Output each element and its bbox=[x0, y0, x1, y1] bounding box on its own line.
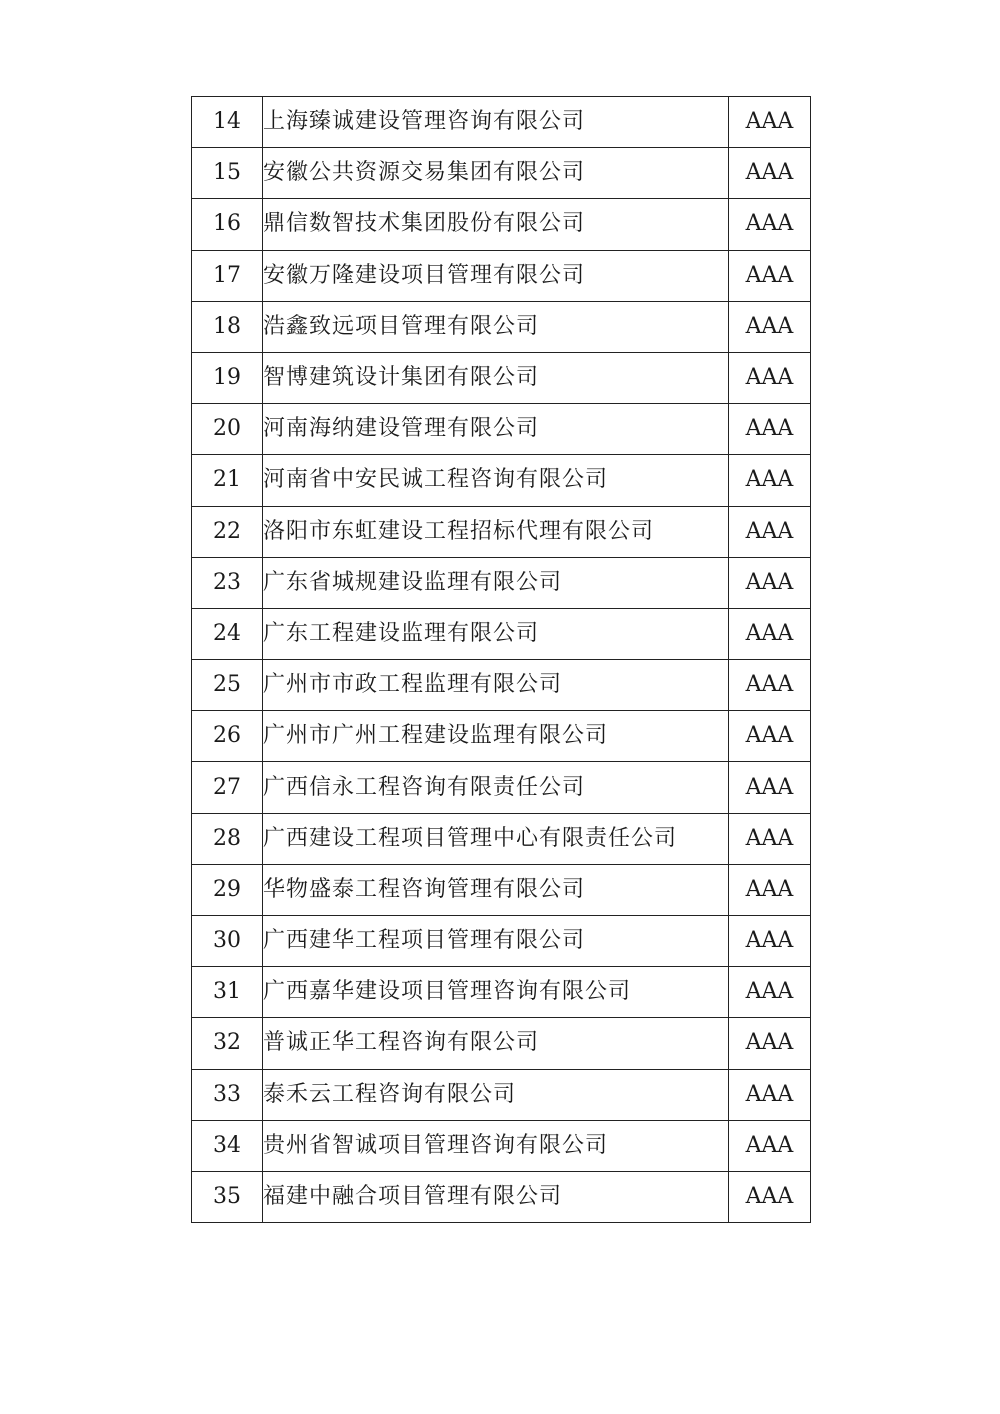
company-name: 广东工程建设监理有限公司 bbox=[263, 608, 729, 659]
table-row bbox=[192, 813, 811, 864]
table-row bbox=[192, 199, 811, 250]
credit-grade: AAA bbox=[729, 660, 811, 711]
table-row bbox=[192, 557, 811, 608]
credit-grade: AAA bbox=[729, 352, 811, 403]
credit-grade: AAA bbox=[729, 1120, 811, 1171]
row-number: 19 bbox=[192, 352, 263, 403]
credit-grade: AAA bbox=[729, 967, 811, 1018]
row-number: 15 bbox=[192, 148, 263, 199]
company-name: 上海臻诚建设管理咨询有限公司 bbox=[263, 97, 729, 148]
row-number: 28 bbox=[192, 813, 263, 864]
company-name: 广西信永工程咨询有限责任公司 bbox=[263, 762, 729, 813]
table-row bbox=[192, 1069, 811, 1120]
company-name: 安徽公共资源交易集团有限公司 bbox=[263, 148, 729, 199]
table-row bbox=[192, 864, 811, 915]
credit-grade: AAA bbox=[729, 148, 811, 199]
row-number: 22 bbox=[192, 506, 263, 557]
row-number: 16 bbox=[192, 199, 263, 250]
company-name: 普诚正华工程咨询有限公司 bbox=[263, 1018, 729, 1069]
table-row bbox=[192, 1018, 811, 1069]
row-number: 33 bbox=[192, 1069, 263, 1120]
row-number: 14 bbox=[192, 97, 263, 148]
company-name: 广州市广州工程建设监理有限公司 bbox=[263, 711, 729, 762]
credit-grade: AAA bbox=[729, 1018, 811, 1069]
row-number: 29 bbox=[192, 864, 263, 915]
credit-grade: AAA bbox=[729, 711, 811, 762]
table-row bbox=[192, 404, 811, 455]
table-row bbox=[192, 1120, 811, 1171]
table-row bbox=[192, 506, 811, 557]
row-number: 30 bbox=[192, 916, 263, 967]
row-number: 31 bbox=[192, 967, 263, 1018]
credit-grade: AAA bbox=[729, 1069, 811, 1120]
row-number: 17 bbox=[192, 250, 263, 301]
row-number: 20 bbox=[192, 404, 263, 455]
row-number: 18 bbox=[192, 301, 263, 352]
table-row bbox=[192, 1171, 811, 1222]
table-body bbox=[192, 97, 811, 1223]
company-name: 贵州省智诚项目管理咨询有限公司 bbox=[263, 1120, 729, 1171]
table-row bbox=[192, 967, 811, 1018]
company-name: 华物盛泰工程咨询管理有限公司 bbox=[263, 864, 729, 915]
row-number: 23 bbox=[192, 557, 263, 608]
row-number: 32 bbox=[192, 1018, 263, 1069]
table-row bbox=[192, 916, 811, 967]
company-name: 福建中融合项目管理有限公司 bbox=[263, 1171, 729, 1222]
company-name: 浩鑫致远项目管理有限公司 bbox=[263, 301, 729, 352]
row-number: 21 bbox=[192, 455, 263, 506]
credit-grade: AAA bbox=[729, 557, 811, 608]
table-row bbox=[192, 250, 811, 301]
row-number: 24 bbox=[192, 608, 263, 659]
credit-grade: AAA bbox=[729, 813, 811, 864]
credit-grade: AAA bbox=[729, 762, 811, 813]
table-row bbox=[192, 148, 811, 199]
table-row bbox=[192, 97, 811, 148]
company-name: 河南海纳建设管理有限公司 bbox=[263, 404, 729, 455]
company-name: 广西嘉华建设项目管理咨询有限公司 bbox=[263, 967, 729, 1018]
credit-grade: AAA bbox=[729, 250, 811, 301]
company-name: 洛阳市东虹建设工程招标代理有限公司 bbox=[263, 506, 729, 557]
table-row bbox=[192, 762, 811, 813]
table-row bbox=[192, 711, 811, 762]
row-number: 34 bbox=[192, 1120, 263, 1171]
table-row bbox=[192, 301, 811, 352]
company-name: 广西建华工程项目管理有限公司 bbox=[263, 916, 729, 967]
credit-grade: AAA bbox=[729, 404, 811, 455]
credit-grade: AAA bbox=[729, 301, 811, 352]
row-number: 26 bbox=[192, 711, 263, 762]
company-name: 安徽万隆建设项目管理有限公司 bbox=[263, 250, 729, 301]
company-name: 泰禾云工程咨询有限公司 bbox=[263, 1069, 729, 1120]
company-name: 广东省城规建设监理有限公司 bbox=[263, 557, 729, 608]
table-row bbox=[192, 660, 811, 711]
credit-grade: AAA bbox=[729, 1171, 811, 1222]
row-number: 35 bbox=[192, 1171, 263, 1222]
company-name: 鼎信数智技术集团股份有限公司 bbox=[263, 199, 729, 250]
row-number: 25 bbox=[192, 660, 263, 711]
company-rating-table bbox=[191, 96, 811, 1223]
credit-grade: AAA bbox=[729, 97, 811, 148]
table-row bbox=[192, 608, 811, 659]
credit-grade: AAA bbox=[729, 199, 811, 250]
credit-grade: AAA bbox=[729, 506, 811, 557]
company-name: 河南省中安民诚工程咨询有限公司 bbox=[263, 455, 729, 506]
credit-grade: AAA bbox=[729, 608, 811, 659]
table-row bbox=[192, 352, 811, 403]
company-name: 智博建筑设计集团有限公司 bbox=[263, 352, 729, 403]
table-row bbox=[192, 455, 811, 506]
row-number: 27 bbox=[192, 762, 263, 813]
company-name: 广州市市政工程监理有限公司 bbox=[263, 660, 729, 711]
credit-grade: AAA bbox=[729, 916, 811, 967]
credit-grade: AAA bbox=[729, 864, 811, 915]
credit-grade: AAA bbox=[729, 455, 811, 506]
company-name: 广西建设工程项目管理中心有限责任公司 bbox=[263, 813, 729, 864]
